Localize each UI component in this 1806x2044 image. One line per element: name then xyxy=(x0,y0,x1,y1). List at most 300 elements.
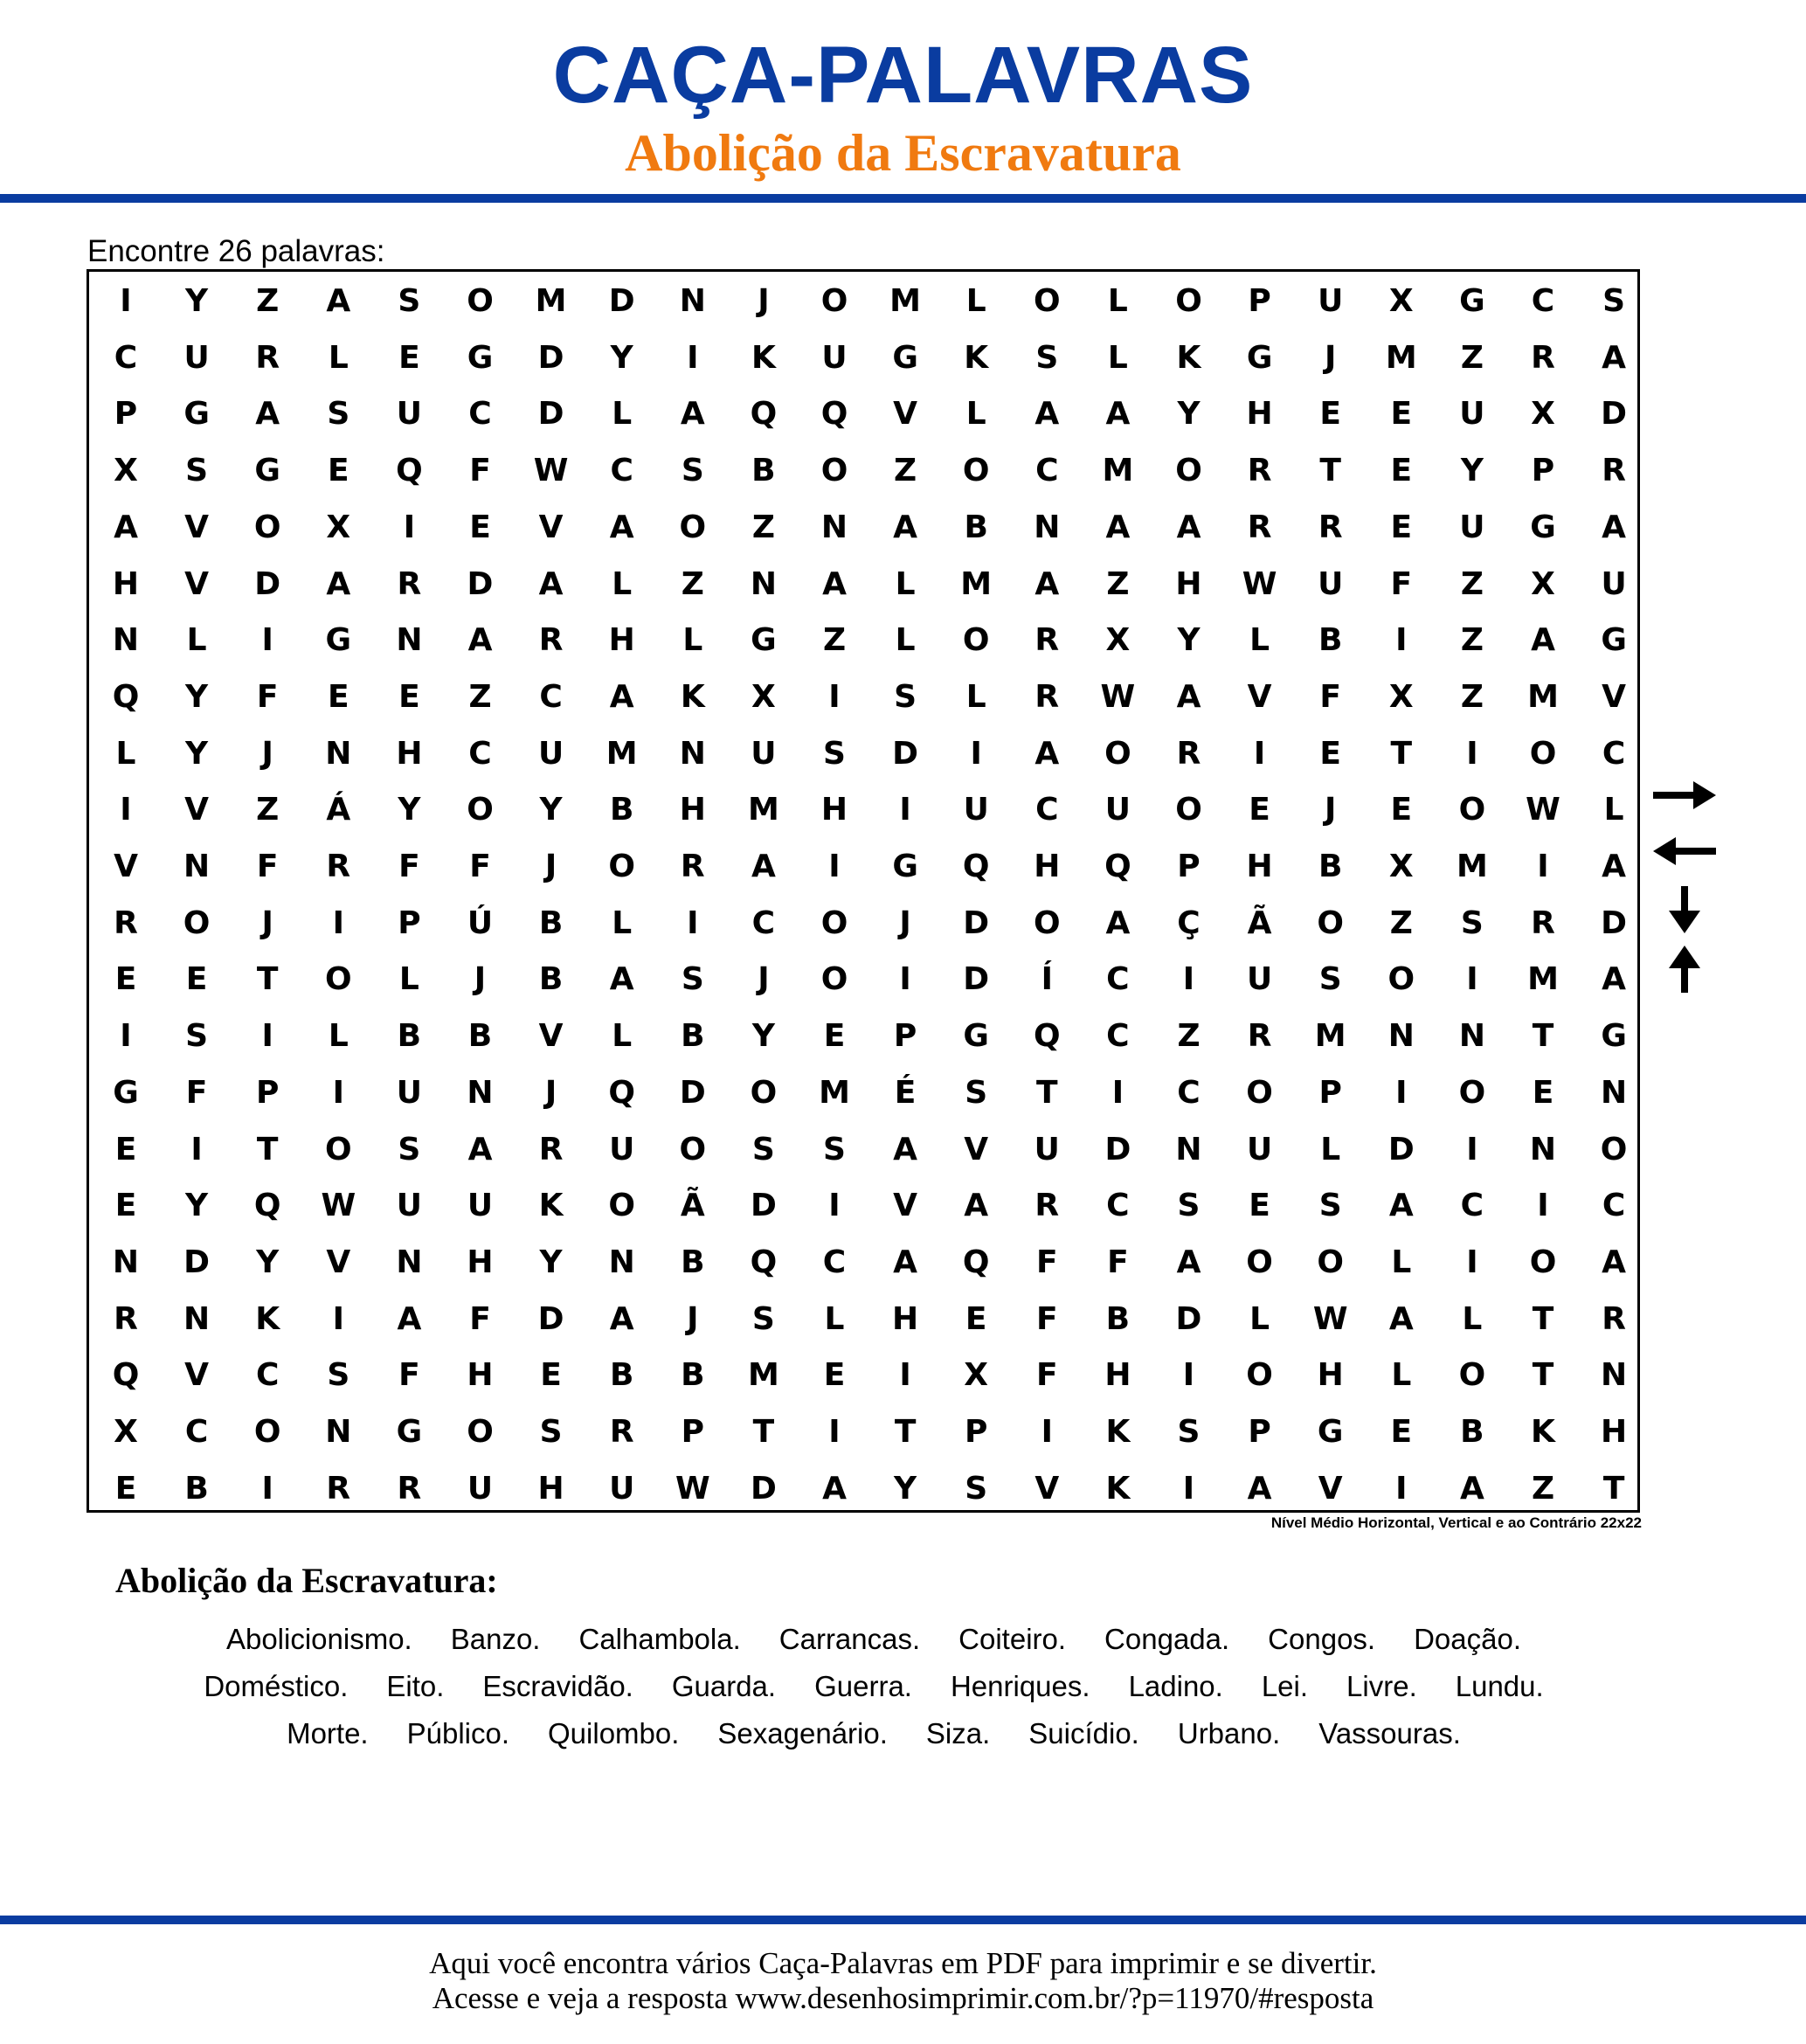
grid-letter: Z xyxy=(256,792,280,828)
grid-letter: D xyxy=(1601,396,1628,433)
grid-letter: I xyxy=(687,339,699,376)
grid-letter: I xyxy=(261,622,273,659)
grid-letter: S xyxy=(751,1300,775,1337)
grid-letter: Q xyxy=(820,396,848,433)
grid-letter: M xyxy=(1385,339,1417,376)
grid-letter: I xyxy=(828,678,841,715)
grid-letter: X xyxy=(1388,849,1414,884)
grid-letter: C xyxy=(539,678,563,715)
grid-letter: O xyxy=(1529,1244,1557,1280)
grid-letter: T xyxy=(1319,453,1341,489)
grid-letter: B xyxy=(397,1018,422,1055)
grid-letter: G xyxy=(183,396,210,433)
grid-letter: N xyxy=(1458,1018,1485,1055)
grid-letter: H xyxy=(1246,396,1273,433)
grid-letter: Y xyxy=(398,792,421,828)
grid-letter: X xyxy=(1105,622,1131,659)
grid-letter: M xyxy=(889,283,921,319)
grid-letter: R xyxy=(1602,1300,1626,1337)
grid-letter: O xyxy=(1458,1357,1486,1394)
grid-letter: J xyxy=(899,904,911,941)
grid-letter: O xyxy=(1033,904,1061,941)
grid-letter: L xyxy=(1249,1300,1270,1337)
grid-letter: E xyxy=(1390,396,1413,433)
word-list-item: Guarda. xyxy=(671,1670,777,1702)
grid-letter: U xyxy=(396,396,422,433)
grid-letter: A xyxy=(1602,509,1627,545)
grid-letter: S xyxy=(398,283,421,319)
grid-letter: O xyxy=(1033,283,1061,319)
grid-letter: Z xyxy=(1460,565,1484,602)
grid-letter: R xyxy=(1247,453,1272,489)
grid-letter: C xyxy=(468,735,492,772)
grid-letter: V xyxy=(1247,678,1272,715)
direction-legend xyxy=(1650,771,1720,998)
grid-letter: Z xyxy=(1177,1018,1201,1055)
arrow-left-icon xyxy=(1650,834,1720,869)
arrow-up-icon xyxy=(1650,942,1720,994)
grid-letter: X xyxy=(1531,565,1555,602)
grid-letter: P xyxy=(114,396,138,433)
grid-letter: V xyxy=(114,849,138,884)
grid-letter: I xyxy=(899,792,911,828)
grid-letter: C xyxy=(1106,1018,1130,1055)
grid-letter: U xyxy=(963,792,989,828)
grid-letter: Y xyxy=(185,1188,209,1224)
grid-letter: A xyxy=(822,565,847,602)
grid-letter: O xyxy=(1458,1074,1486,1111)
grid-letter: D xyxy=(183,1244,211,1280)
word-list-item: Público. xyxy=(406,1717,510,1750)
grid-letter: R xyxy=(1176,735,1201,772)
grid-letter: A xyxy=(609,678,634,715)
grid-letter: G xyxy=(963,1018,989,1055)
grid-letter: N xyxy=(679,283,706,319)
grid-letter: B xyxy=(964,509,988,545)
grid-letter: I xyxy=(1041,1414,1053,1450)
grid-letter: N xyxy=(467,1074,494,1111)
grid-letter: A xyxy=(397,1300,422,1337)
grid-letter: W xyxy=(1312,1300,1348,1337)
grid-letter: T xyxy=(256,961,279,998)
grid-letter: O xyxy=(1104,735,1131,772)
grid-letter: R xyxy=(1034,678,1060,715)
word-list-item: Doação. xyxy=(1414,1623,1522,1655)
grid-letter: M xyxy=(747,792,779,828)
grid-letter: O xyxy=(608,1188,635,1224)
grid-letter: O xyxy=(467,283,494,319)
grid-letter: S xyxy=(681,453,704,489)
grid-letter: A xyxy=(1602,1244,1627,1280)
grid-letter: Ã xyxy=(680,1188,705,1224)
grid-letter: C xyxy=(822,1244,847,1280)
grid-letter: L xyxy=(1107,339,1128,376)
grid-letter: E xyxy=(1249,1188,1270,1224)
grid-letter: X xyxy=(751,678,776,715)
grid-letter: I xyxy=(1537,849,1549,884)
grid-letter: Y xyxy=(610,339,633,376)
grid-letter: O xyxy=(820,453,848,489)
grid-letter: B xyxy=(1105,1300,1131,1337)
grid-letter: Z xyxy=(1460,678,1484,715)
grid-letter: Q xyxy=(253,1188,281,1224)
grid-letter: L xyxy=(965,678,986,715)
grid-letter: T xyxy=(1036,1074,1058,1111)
grid-letter: Q xyxy=(396,453,423,489)
grid-letter: I xyxy=(1395,622,1408,659)
grid-letter: F xyxy=(1036,1244,1058,1280)
grid-letter: L xyxy=(895,622,916,659)
grid-letter: K xyxy=(1531,1414,1555,1450)
grid-letter: L xyxy=(612,904,633,941)
grid-letter: A xyxy=(1602,339,1627,376)
grid-letter: P xyxy=(255,1074,280,1111)
grid-letter: J xyxy=(758,961,770,998)
grid-letter: D xyxy=(1387,1131,1415,1168)
grid-letter: I xyxy=(1395,1470,1408,1507)
grid-letter: Z xyxy=(1531,1470,1555,1507)
grid-letter: I xyxy=(899,1357,911,1394)
grid-letter: O xyxy=(679,1131,707,1168)
grid-letter: S xyxy=(398,1131,421,1168)
grid-letter: S xyxy=(1460,904,1484,941)
grid-letter: G xyxy=(325,622,352,659)
grid-letter: A xyxy=(114,509,138,545)
grid-letter: I xyxy=(1466,1131,1478,1168)
grid-letter: E xyxy=(1390,1414,1413,1450)
grid-letter: Z xyxy=(894,453,917,489)
grid-letter: N xyxy=(112,622,140,659)
grid-letter: W xyxy=(675,1470,710,1507)
grid-letter: B xyxy=(609,792,634,828)
grid-letter: X xyxy=(1531,396,1555,433)
grid-letter: L xyxy=(965,396,986,433)
grid-letter: S xyxy=(1318,1188,1342,1224)
word-list-item: Lei. xyxy=(1261,1670,1309,1702)
grid-letter: A xyxy=(1176,678,1201,715)
word-list-row xyxy=(87,1622,1660,1657)
grid-letter: P xyxy=(893,1018,917,1055)
grid-letter: O xyxy=(679,509,707,545)
top-divider xyxy=(0,194,1806,203)
grid-letter: A xyxy=(822,1470,847,1507)
word-list-item: Calhambola. xyxy=(578,1623,741,1655)
grid-letter: A xyxy=(1602,961,1627,998)
grid-letter: E xyxy=(1249,792,1270,828)
grid-letter: D xyxy=(750,1470,777,1507)
grid-letter: M xyxy=(605,735,638,772)
grid-letter: R xyxy=(1531,904,1555,941)
grid-letter: C xyxy=(1602,1188,1626,1224)
grid-letter: A xyxy=(326,283,351,319)
grid-letter: A xyxy=(609,509,634,545)
grid-letter: U xyxy=(396,1188,422,1224)
grid-letter: L xyxy=(1391,1244,1412,1280)
grid-letter: A xyxy=(538,565,564,602)
grid-letter: N xyxy=(396,1244,423,1280)
grid-letter: I xyxy=(332,1300,344,1337)
grid-letter: A xyxy=(893,1244,918,1280)
grid-letter: N xyxy=(750,565,777,602)
grid-letter: T xyxy=(1532,1357,1554,1394)
grid-letter: E xyxy=(1390,509,1413,545)
grid-letter: R xyxy=(114,1300,138,1337)
grid-letter: B xyxy=(184,1470,209,1507)
grid-letter: L xyxy=(1391,1357,1412,1394)
grid-letter: X xyxy=(114,453,138,489)
letter-grid xyxy=(86,269,1640,1513)
grid-letter: F xyxy=(469,453,491,489)
grid-letter: N xyxy=(1387,1018,1415,1055)
grid-letter: I xyxy=(120,792,132,828)
grid-letter: R xyxy=(538,1131,564,1168)
instruction-text: Encontre 26 palavras: xyxy=(87,234,385,268)
grid-letter: L xyxy=(682,622,703,659)
grid-letter: I xyxy=(332,904,344,941)
grid-letter: E xyxy=(1390,453,1413,489)
grid-letter: U xyxy=(1318,565,1344,602)
grid-letter: M xyxy=(1456,849,1488,884)
grid-letter: D xyxy=(467,565,494,602)
grid-letter: L xyxy=(186,622,207,659)
level-note: Nível Médio Horizontal, Vertical e ao Contrário 22x22 xyxy=(1270,1514,1642,1531)
grid-letter: Z xyxy=(1460,622,1484,659)
grid-letter: D xyxy=(1104,1131,1131,1168)
grid-letter: V xyxy=(184,792,210,828)
grid-letter: Y xyxy=(894,1470,917,1507)
word-list-item: Escravidão. xyxy=(482,1670,633,1702)
grid-letter: L xyxy=(895,565,916,602)
grid-letter: U xyxy=(1601,565,1627,602)
grid-letter: O xyxy=(253,1414,281,1450)
grid-letter: O xyxy=(183,904,211,941)
grid-letter: K xyxy=(751,339,776,376)
grid-letter: X xyxy=(114,1414,138,1450)
grid-letter: G xyxy=(1317,1414,1344,1450)
grid-letter: G xyxy=(1601,1018,1627,1055)
grid-letter: N xyxy=(679,735,706,772)
grid-letter: Z xyxy=(1389,904,1413,941)
grid-letter: N xyxy=(608,1244,635,1280)
grid-letter: T xyxy=(752,1414,775,1450)
grid-letter: G xyxy=(113,1074,139,1111)
grid-letter: K xyxy=(538,1188,564,1224)
grid-letter: Z xyxy=(751,509,775,545)
grid-letter: I xyxy=(1466,961,1478,998)
word-list-item: Carrancas. xyxy=(778,1623,921,1655)
grid-letter: L xyxy=(1249,622,1270,659)
grid-letter: O xyxy=(962,622,990,659)
grid-letter: D xyxy=(537,1300,564,1337)
grid-letter: L xyxy=(1462,1300,1483,1337)
grid-letter: O xyxy=(750,1074,778,1111)
grid-letter: T xyxy=(256,1131,279,1168)
grid-letter: G xyxy=(396,1414,423,1450)
grid-letter: F xyxy=(185,1074,208,1111)
grid-letter: A xyxy=(893,1131,918,1168)
grid-letter: G xyxy=(751,622,777,659)
grid-letter: T xyxy=(1390,735,1413,772)
grid-letter: A xyxy=(1176,1244,1201,1280)
grid-letter: R xyxy=(538,622,564,659)
word-list-item: Suicídio. xyxy=(1028,1717,1139,1750)
grid-letter: O xyxy=(1246,1357,1273,1394)
grid-letter: A xyxy=(255,396,280,433)
grid-letter: C xyxy=(1602,735,1626,772)
word-list-item: Morte. xyxy=(287,1717,369,1750)
grid-letter: B xyxy=(609,1357,634,1394)
grid-letter: Y xyxy=(256,1244,280,1280)
grid-letter: V xyxy=(538,509,564,545)
grid-letter: M xyxy=(1527,678,1559,715)
grid-letter: U xyxy=(751,735,777,772)
grid-letter: Ã xyxy=(1247,904,1272,941)
grid-letter: U xyxy=(1318,283,1344,319)
word-list-item: Coiteiro. xyxy=(958,1623,1067,1655)
grid-letter: H xyxy=(396,735,423,772)
grid-letter: I xyxy=(1182,1357,1195,1394)
grid-letter: O xyxy=(467,1414,494,1450)
grid-letter: B xyxy=(681,1244,705,1280)
grid-letter: J xyxy=(544,849,557,884)
grid-letter: F xyxy=(256,678,279,715)
grid-letter: I xyxy=(403,509,416,545)
grid-letter: A xyxy=(680,396,705,433)
grid-letter: I xyxy=(120,283,132,319)
grid-letter: Z xyxy=(1460,339,1484,376)
grid-letter: Q xyxy=(1104,849,1131,884)
grid-letter: H xyxy=(1104,1357,1131,1394)
grid-letter: Y xyxy=(539,1244,563,1280)
grid-letter: U xyxy=(1459,396,1485,433)
grid-letter: O xyxy=(962,453,990,489)
grid-letter: Q xyxy=(962,1244,990,1280)
grid-letter: G xyxy=(1601,622,1627,659)
grid-letter: I xyxy=(1466,1244,1478,1280)
footer-line-2: Acesse e veja a resposta www.desenhosimprimir.com.br/?p=11970/#resposta xyxy=(432,1981,1374,2015)
grid-letter: Q xyxy=(750,1244,778,1280)
grid-letter: I xyxy=(828,1414,841,1450)
grid-letter: Í xyxy=(1041,961,1053,998)
word-list-item: Quilombo. xyxy=(548,1717,680,1750)
grid-letter: Y xyxy=(1460,453,1484,489)
grid-letter: Y xyxy=(1177,622,1201,659)
grid-letter: E xyxy=(1319,396,1341,433)
grid-letter: N xyxy=(820,509,848,545)
grid-letter: T xyxy=(1532,1300,1554,1337)
grid-letter: F xyxy=(256,849,279,884)
grid-letter: R xyxy=(114,904,138,941)
grid-letter: Z xyxy=(256,283,280,319)
grid-letter: G xyxy=(892,849,918,884)
grid-letter: S xyxy=(539,1414,563,1450)
grid-letter: E xyxy=(185,961,208,998)
grid-letter: E xyxy=(114,1188,137,1224)
grid-letter: F xyxy=(1107,1244,1129,1280)
grid-letter: H xyxy=(1034,849,1061,884)
grid-letter: K xyxy=(1176,339,1201,376)
grid-letter: R xyxy=(1247,509,1272,545)
grid-letter: S xyxy=(965,1470,988,1507)
word-list-item: Siza. xyxy=(925,1717,991,1750)
grid-letter: A xyxy=(467,622,493,659)
grid-letter: R xyxy=(1602,453,1626,489)
grid-letter: C xyxy=(1531,283,1555,319)
grid-letter: W xyxy=(1100,678,1136,715)
grid-letter: A xyxy=(964,1188,989,1224)
grid-letter: O xyxy=(820,904,848,941)
grid-letter: U xyxy=(609,1131,635,1168)
grid-letter: V xyxy=(964,1131,989,1168)
grid-letter: U xyxy=(821,339,848,376)
grid-letter: H xyxy=(112,565,140,602)
grid-letter: N xyxy=(1601,1074,1628,1111)
grid-letter: E xyxy=(540,1357,562,1394)
grid-letter: P xyxy=(1248,1414,1271,1450)
grid-letter: R xyxy=(397,1470,422,1507)
grid-letter: L xyxy=(115,735,136,772)
grid-letter: I xyxy=(332,1074,344,1111)
grid-letter: J xyxy=(261,904,273,941)
grid-letter: T xyxy=(1532,1018,1554,1055)
grid-letter: E xyxy=(328,678,349,715)
grid-letter: É xyxy=(894,1074,917,1111)
word-list-item: Eito. xyxy=(386,1670,445,1702)
grid-letter: P xyxy=(1177,849,1201,884)
grid-letter: V xyxy=(1602,678,1627,715)
word-list-item: Henriques. xyxy=(950,1670,1090,1702)
word-list-title: Abolição da Escravatura: xyxy=(115,1561,498,1600)
grid-letter: R xyxy=(326,849,351,884)
grid-letter: C xyxy=(1035,792,1059,828)
grid-letter: A xyxy=(1602,849,1627,884)
grid-letter: N xyxy=(183,1300,211,1337)
grid-letter: H xyxy=(892,1300,919,1337)
grid-letter: O xyxy=(820,961,848,998)
grid-letter: D xyxy=(608,283,635,319)
grid-letter: U xyxy=(1104,792,1131,828)
grid-letter: N xyxy=(112,1244,140,1280)
grid-letter: Q xyxy=(608,1074,635,1111)
grid-letter: A xyxy=(751,849,776,884)
grid-letter: A xyxy=(1247,1470,1272,1507)
grid-letter: B xyxy=(751,453,776,489)
grid-letter: A xyxy=(609,1300,634,1337)
grid-letter: F xyxy=(1319,678,1341,715)
grid-letter: A xyxy=(1531,622,1555,659)
grid-letter: Y xyxy=(185,735,209,772)
grid-letter: G xyxy=(1246,339,1273,376)
grid-letter: M xyxy=(747,1357,779,1394)
grid-letter: G xyxy=(254,453,280,489)
grid-letter: I xyxy=(828,849,841,884)
grid-letter: X xyxy=(1388,678,1414,715)
grid-letter: J xyxy=(687,1300,699,1337)
grid-letter: A xyxy=(1388,1300,1414,1337)
grid-letter: O xyxy=(1246,1074,1273,1111)
grid-letter: B xyxy=(1460,1414,1484,1450)
grid-letter: M xyxy=(960,565,993,602)
word-list-item: Guerra. xyxy=(814,1670,912,1702)
grid-letter: B xyxy=(1318,849,1343,884)
grid-letter: M xyxy=(1314,1018,1346,1055)
grid-letter: V xyxy=(1034,1470,1060,1507)
grid-letter: F xyxy=(1036,1300,1058,1337)
grid-letter: U xyxy=(1246,961,1273,998)
grid-letter: S xyxy=(1035,339,1059,376)
grid-letter: A xyxy=(1105,509,1131,545)
grid-letter: D xyxy=(1601,904,1628,941)
